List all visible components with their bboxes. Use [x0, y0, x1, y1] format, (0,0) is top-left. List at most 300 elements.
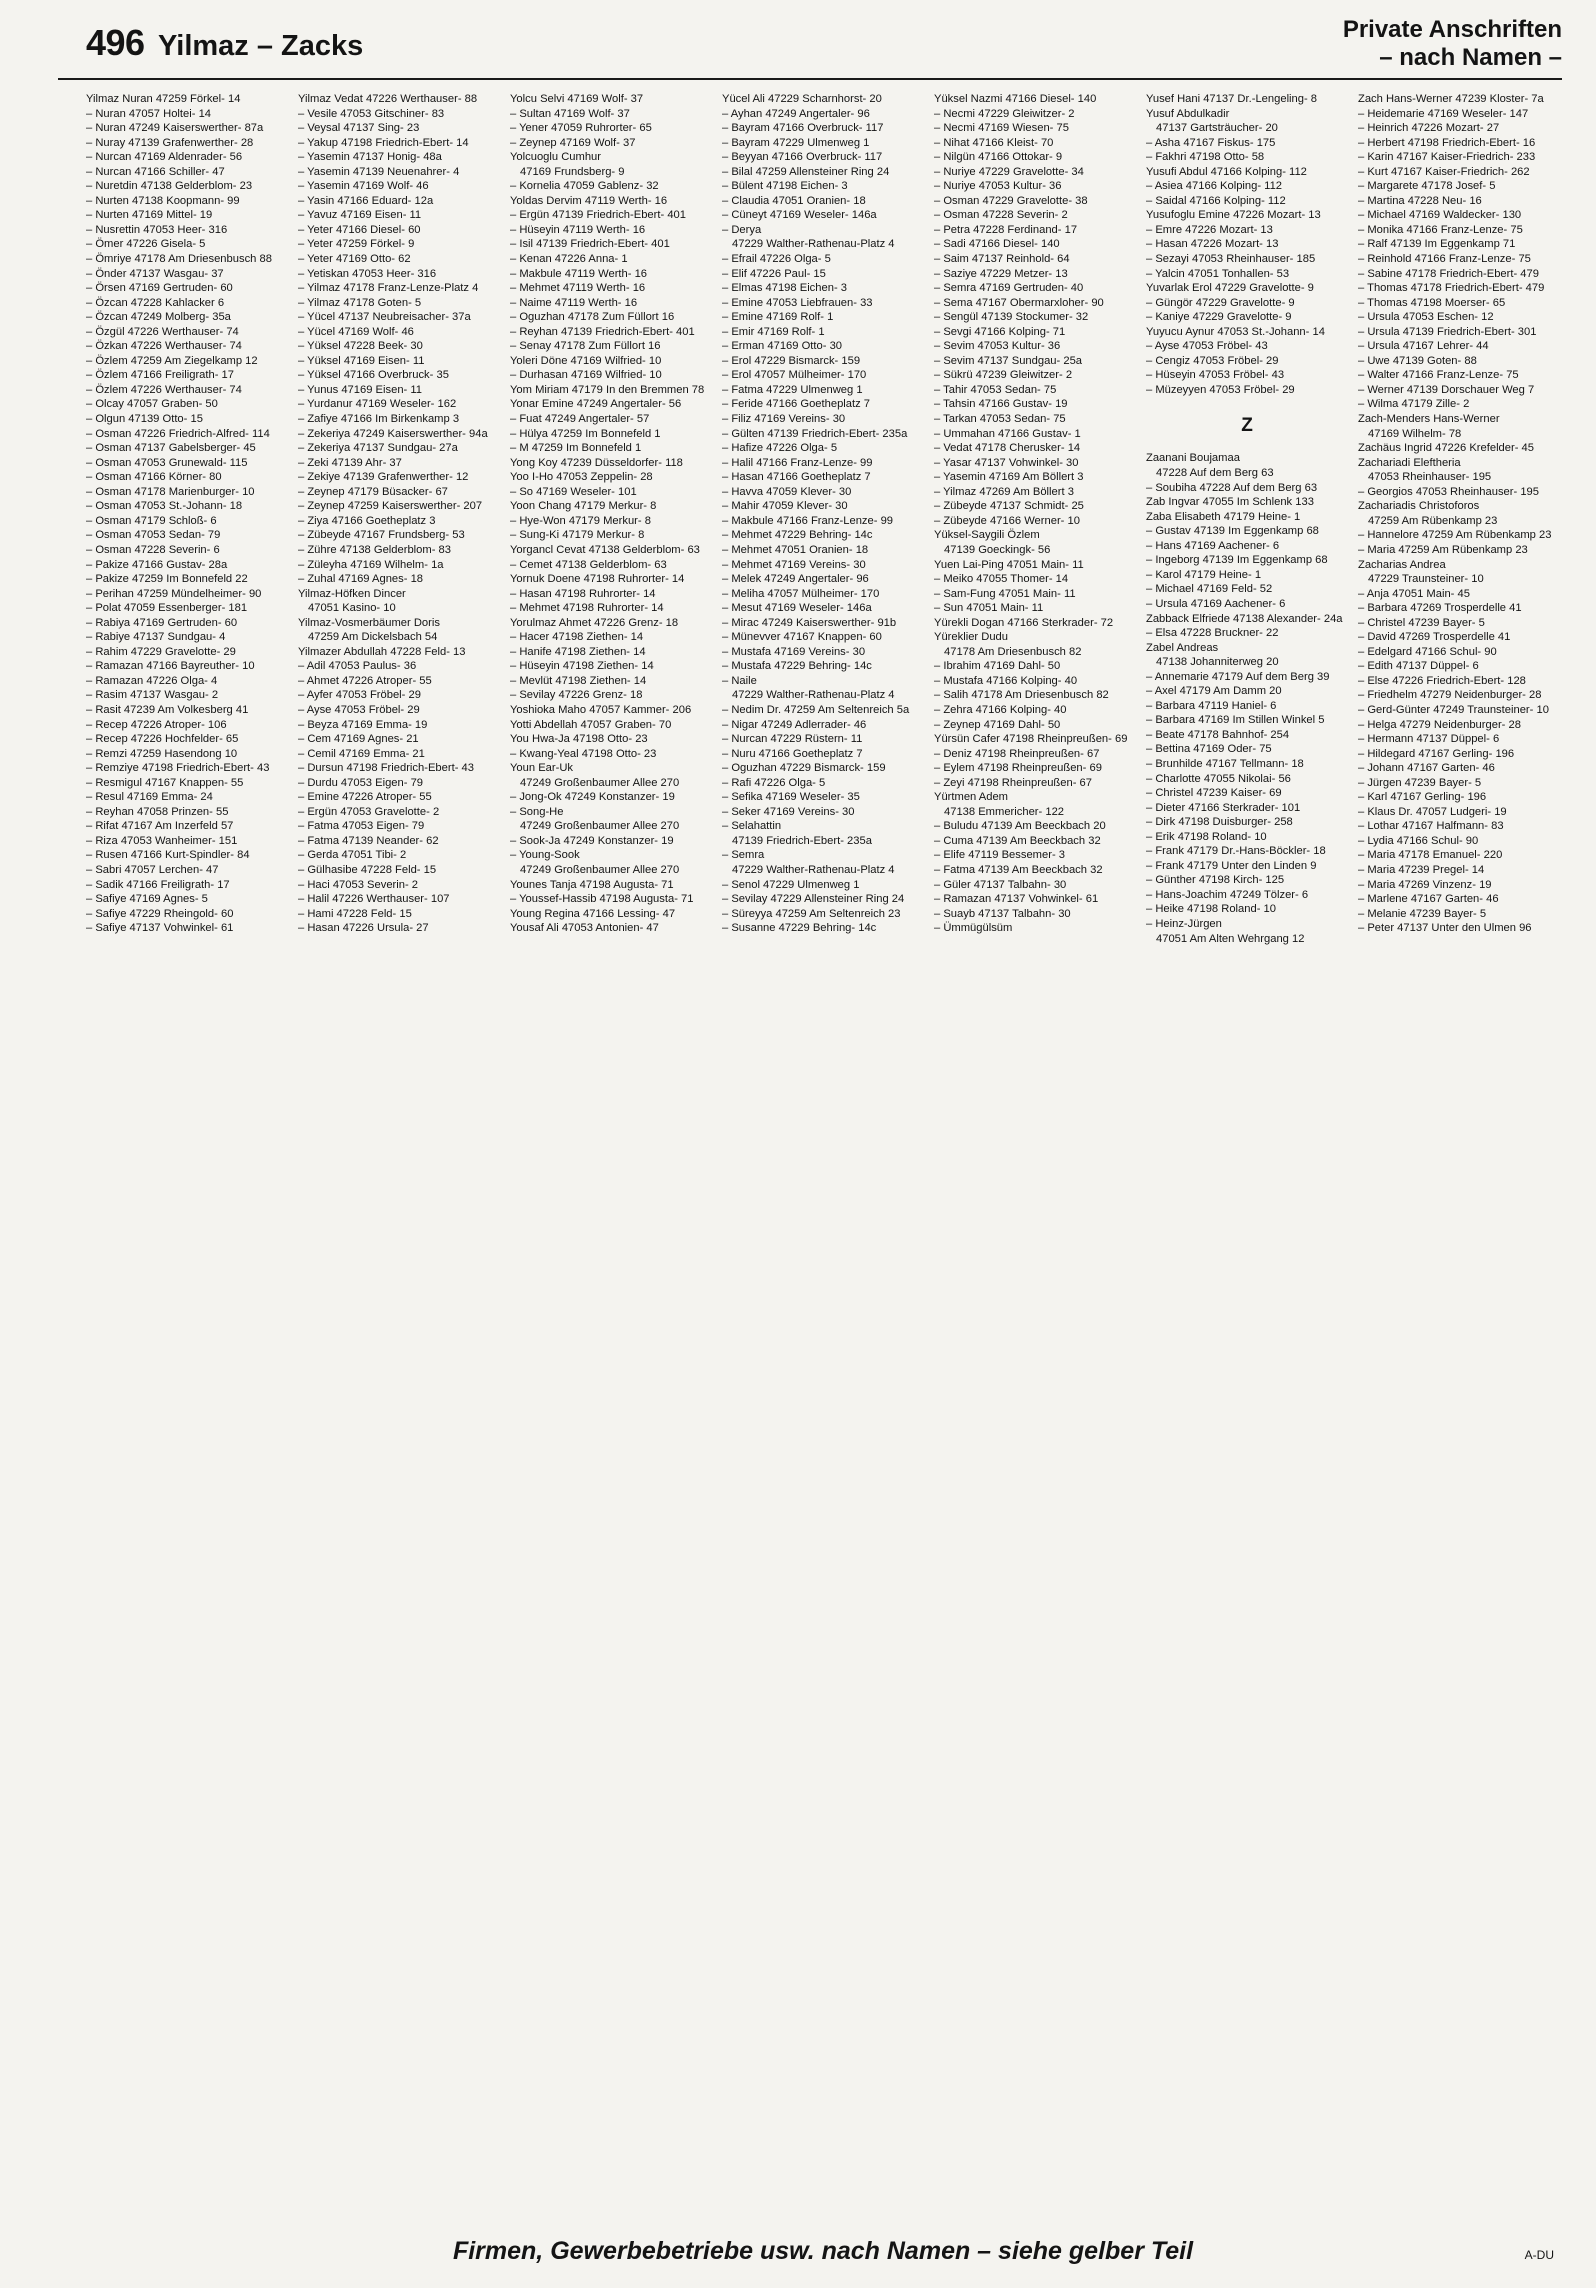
directory-entry: Yusef Hani 47137 Dr.-Lengeling- 8: [1146, 93, 1318, 105]
directory-entry: Yotti Abdellah 47057 Graben- 70: [510, 718, 672, 731]
directory-entry: – Osman 47229 Gravelotte- 38: [934, 194, 1088, 207]
directory-entry: – Reyhan 47058 Prinzen- 55: [86, 805, 229, 818]
directory-entry: Zaba Elisabeth 47179 Heine- 1: [1146, 510, 1301, 523]
directory-column-6: [1146, 92, 1348, 2208]
directory-entry: – Dirk 47198 Duisburger- 258: [1146, 816, 1293, 829]
directory-entry: – Havva 47059 Klever- 30: [722, 485, 852, 498]
directory-entry: – Safiye 47169 Agnes- 5: [86, 893, 208, 906]
directory-entry: – Walter 47166 Franz-Lenze- 75: [1358, 369, 1519, 382]
directory-entry: – Gülhasibe 47228 Feld- 15: [298, 863, 437, 876]
directory-entry: – Hermann 47137 Düppel- 6: [1358, 733, 1500, 746]
section-title: [1343, 16, 1562, 72]
directory-entry: – Yetiskan 47053 Heer- 316: [298, 267, 437, 280]
directory-entry: – Ayse 47053 Fröbel- 43: [1146, 340, 1268, 353]
directory-entry: Yong Koy 47239 Düsseldorfer- 118: [510, 456, 683, 469]
directory-entry: – Charlotte 47055 Nikolai- 56: [1146, 772, 1291, 785]
directory-entry: – David 47269 Trosperdelle 41: [1358, 631, 1511, 644]
directory-entry: – Senay 47178 Zum Füllort 16: [510, 340, 661, 353]
directory-entry: – Thomas 47178 Friedrich-Ebert- 479: [1358, 282, 1545, 295]
directory-entry: Yilmaz Vedat 47226 Werthauser- 88: [298, 93, 478, 105]
directory-entry: – Müzeyyen 47053 Fröbel- 29: [1146, 383, 1295, 396]
directory-entry: – Elife 47119 Bessemer- 3: [934, 849, 1066, 862]
directory-entry: 47138 Johanniterweg 20: [1156, 656, 1279, 669]
directory-entry: – Sadik 47166 Freiligrath- 17: [86, 878, 230, 891]
directory-entry: – Zübeyde 47137 Schmidt- 25: [934, 500, 1084, 513]
directory-entry: – Karl 47167 Gerling- 196: [1358, 791, 1487, 804]
directory-entry: – Isil 47139 Friedrich-Ebert- 401: [510, 238, 670, 251]
directory-entry: Yornuk Doene 47198 Ruhrorter- 14: [510, 573, 685, 586]
directory-entry: – Salih 47178 Am Driesenbusch 82: [934, 689, 1109, 702]
directory-entry: – Rabiye 47137 Sundgau- 4: [86, 631, 226, 644]
directory-entry: – Sultan 47169 Wolf- 37: [510, 107, 630, 120]
directory-entry: – Nuriye 47229 Gravelotte- 34: [934, 165, 1084, 178]
directory-entry: – Hacer 47198 Ziethen- 14: [510, 631, 644, 644]
directory-entry: – Mirac 47249 Kaiserswerther- 91b: [722, 616, 897, 629]
directory-entry: – Reinhold 47166 Franz-Lenze- 75: [1358, 253, 1531, 266]
directory-entry: – Yilmaz 47178 Goten- 5: [298, 296, 422, 309]
directory-entry: – Semra: [722, 849, 765, 862]
directory-entry: – Rafi 47226 Olga- 5: [722, 776, 826, 789]
directory-entry: – Erol 47229 Bismarck- 159: [722, 354, 861, 367]
directory-entry: – Nuran 47057 Holtei- 14: [86, 107, 212, 120]
directory-entry: – Tahsin 47166 Gustav- 19: [934, 398, 1068, 411]
directory-entry: – Adil 47053 Paulus- 36: [298, 660, 417, 673]
directory-entry: – Petra 47228 Ferdinand- 17: [934, 223, 1078, 236]
directory-entry: – Maria 47259 Am Rübenkamp 23: [1358, 543, 1528, 556]
directory-entry: 47259 Am Rübenkamp 23: [1368, 514, 1498, 527]
directory-entry: – Sabri 47057 Lerchen- 47: [86, 863, 219, 876]
directory-entry: – Osman 47228 Severin- 2: [934, 209, 1068, 222]
directory-entry: Yuyucu Aynur 47053 St.-Johann- 14: [1146, 325, 1325, 338]
directory-entry: – Friedhelm 47279 Neidenburger- 28: [1358, 689, 1542, 702]
directory-entry: – Zuhal 47169 Agnes- 18: [298, 573, 424, 586]
directory-entry: – Güngör 47229 Gravelotte- 9: [1146, 296, 1295, 309]
directory-entry: – Vedat 47178 Cherusker- 14: [934, 442, 1081, 455]
directory-entry: – Maria 47239 Pregel- 14: [1358, 863, 1485, 876]
directory-entry: – Annemarie 47179 Auf dem Berg 39: [1146, 670, 1330, 683]
directory-entry: – Johann 47167 Garten- 46: [1358, 762, 1495, 775]
directory-entry: – Sevim 47137 Sundgau- 25a: [934, 354, 1083, 367]
directory-entry: – Rabiya 47169 Gertruden- 60: [86, 616, 238, 629]
directory-entry: – Emir 47169 Rolf- 1: [722, 325, 825, 338]
directory-entry: – Heinrich 47226 Mozart- 27: [1358, 122, 1500, 135]
directory-entry: – Derya: [722, 223, 762, 236]
directory-entry: 47259 Am Dickelsbach 54: [308, 631, 438, 644]
directory-entry: – Safiye 47137 Vohwinkel- 61: [86, 922, 234, 935]
directory-entry: – Zeynep 47259 Kaiserswerther- 207: [298, 500, 483, 513]
directory-entry: – Ramazan 47166 Bayreuther- 10: [86, 660, 255, 673]
directory-entry: – Hasan 47198 Ruhrorter- 14: [510, 587, 656, 600]
directory-entry: Yusufoglu Emine 47226 Mozart- 13: [1146, 209, 1321, 222]
directory-entry: – Jong-Ok 47249 Konstanzer- 19: [510, 791, 675, 804]
directory-entry: Yonar Emine 47249 Angertaler- 56: [510, 398, 682, 411]
directory-entry: – Hüseyin 47198 Ziethen- 14: [510, 660, 654, 673]
directory-entry: – Polat 47059 Essenberger- 181: [86, 602, 248, 615]
directory-entry: 47051 Am Alten Wehrgang 12: [1156, 932, 1305, 945]
directory-entry: – Ümmügülsüm: [934, 922, 1013, 935]
directory-entry: – Ibrahim 47169 Dahl- 50: [934, 660, 1061, 673]
directory-entry: – Reyhan 47139 Friedrich-Ebert- 401: [510, 325, 695, 338]
directory-entry: – Mehmet 47229 Behring- 14c: [722, 529, 873, 542]
directory-entry: – Maria 47269 Vinzenz- 19: [1358, 878, 1492, 891]
directory-entry: – Osman 47228 Severin- 6: [86, 543, 220, 556]
page-number: 496: [86, 22, 145, 63]
directory-entry: – Resmigul 47167 Knappen- 55: [86, 776, 244, 789]
directory-entry: 47053 Rheinhauser- 195: [1368, 471, 1492, 484]
directory-entry: – Yavuz 47169 Eisen- 11: [298, 209, 422, 222]
directory-column-1: [86, 92, 288, 2208]
directory-entry: – Ursula 47167 Lehrer- 44: [1358, 340, 1489, 353]
directory-entry: – Zafiye 47166 Im Birkenkamp 3: [298, 413, 460, 426]
directory-entry: – Edelgard 47166 Schul- 90: [1358, 645, 1497, 658]
directory-entry: Yilmaz Nuran 47259 Förkel- 14: [86, 93, 241, 105]
directory-entry: – Emre 47226 Mozart- 13: [1146, 223, 1273, 236]
directory-entry: – Nurcan 47166 Schiller- 47: [86, 165, 225, 178]
directory-entry: Yürsün Cafer 47198 Rheinpreußen- 69: [934, 733, 1128, 746]
directory-entry: – Yasemin 47137 Honig- 48a: [298, 151, 442, 164]
directory-entry: – Yücel 47137 Neubreisacher- 37a: [298, 311, 471, 324]
directory-entry: – Zekeriya 47137 Sundgau- 27a: [298, 442, 458, 455]
directory-entry: – Yücel 47169 Wolf- 46: [298, 325, 414, 338]
directory-entry: – Osman 47226 Friedrich-Alfred- 114: [86, 427, 270, 440]
directory-column-2: [298, 92, 500, 2208]
directory-entry: – Hasan 47166 Goetheplatz 7: [722, 471, 871, 484]
directory-entry: – Filiz 47169 Vereins- 30: [722, 413, 846, 426]
directory-entry: – Yakup 47198 Friedrich-Ebert- 14: [298, 136, 469, 149]
directory-entry: – Rasim 47137 Wasgau- 2: [86, 689, 219, 702]
directory-entry: – Hanife 47198 Ziethen- 14: [510, 645, 646, 658]
directory-entry: Yilmazer Abdullah 47228 Feld- 13: [298, 645, 466, 658]
directory-entry: – Barbara 47119 Haniel- 6: [1146, 699, 1277, 712]
directory-entry: Yuvarlak Erol 47229 Gravelotte- 9: [1146, 282, 1314, 295]
directory-entry: – Mustafa 47229 Behring- 14c: [722, 660, 872, 673]
directory-entry: – Gülten 47139 Friedrich-Ebert- 235a: [722, 427, 908, 440]
directory-entry: – Remziye 47198 Friedrich-Ebert- 43: [86, 762, 270, 775]
directory-entry: Zacharias Andrea: [1358, 558, 1446, 571]
directory-entry: – Yurdanur 47169 Weseler- 162: [298, 398, 457, 411]
directory-entry: 47228 Auf dem Berg 63: [1156, 467, 1274, 480]
directory-entry: – Frank 47179 Unter den Linden 9: [1146, 859, 1317, 872]
directory-entry: Yoleri Döne 47169 Wilfried- 10: [510, 354, 662, 367]
directory-entry: – Kurt 47167 Kaiser-Friedrich- 262: [1358, 165, 1530, 178]
directory-entry: – Zübeyde 47167 Frundsberg- 53: [298, 529, 465, 542]
directory-entry: – Zehra 47166 Kolping- 40: [934, 703, 1067, 716]
directory-entry: – Zekiye 47139 Grafenwerther- 12: [298, 471, 469, 484]
directory-entry: – Yilmaz 47269 Am Böllert 3: [934, 485, 1074, 498]
directory-columns: [86, 92, 1560, 2208]
directory-entry: 47138 Emmericher- 122: [944, 805, 1065, 818]
directory-entry: – Deniz 47198 Rheinpreußen- 67: [934, 747, 1100, 760]
directory-entry: – Efrail 47226 Olga- 5: [722, 253, 831, 266]
section-title-line-1: Private Anschriften: [1342, 16, 1562, 43]
directory-entry: – Suayb 47137 Talbahn- 30: [934, 907, 1071, 920]
directory-entry: – Sun 47051 Main- 11: [934, 602, 1044, 615]
directory-entry: – Zeynep 47179 Büsacker- 67: [298, 485, 448, 498]
directory-entry: – Klaus Dr. 47057 Ludgeri- 19: [1358, 805, 1507, 818]
directory-entry: – Herbert 47198 Friedrich-Ebert- 16: [1358, 136, 1536, 149]
directory-entry: – Saim 47137 Reinhold- 64: [934, 253, 1070, 266]
directory-entry: – Kaniye 47229 Gravelotte- 9: [1146, 311, 1292, 324]
directory-entry: – Perihan 47259 Mündelheimer- 90: [86, 587, 262, 600]
directory-entry: – Beate 47178 Bahnhof- 254: [1146, 728, 1290, 741]
directory-entry: – Necmi 47229 Gleiwitzer- 2: [934, 107, 1075, 120]
directory-entry: – Susanne 47229 Behring- 14c: [722, 922, 877, 935]
directory-entry: – Saziye 47229 Metzer- 13: [934, 267, 1068, 280]
directory-entry: – Ralf 47139 Im Eggenkamp 71: [1358, 238, 1516, 251]
directory-entry: Yüreklier Dudu: [934, 631, 1008, 644]
directory-entry: – Münevver 47167 Knappen- 60: [722, 631, 882, 644]
directory-entry: – Elsa 47228 Bruckner- 22: [1146, 627, 1279, 640]
directory-entry: Yilmaz-Höfken Dincer: [298, 587, 406, 600]
directory-entry: – Axel 47179 Am Damm 20: [1146, 685, 1282, 698]
directory-entry: 47137 Gartsträucher- 20: [1156, 122, 1278, 135]
directory-entry: – Hasan 47226 Mozart- 13: [1146, 238, 1279, 251]
directory-entry: Zach Hans-Werner 47239 Kloster- 7a: [1358, 93, 1544, 105]
directory-entry: – Lydia 47166 Schul- 90: [1358, 834, 1479, 847]
directory-entry: – Georgios 47053 Rheinhauser- 195: [1358, 485, 1539, 498]
directory-entry: – Hye-Won 47179 Merkur- 8: [510, 514, 651, 527]
directory-entry: Yolcu Selvi 47169 Wolf- 37: [510, 93, 644, 105]
directory-entry: – Fuat 47249 Angertaler- 57: [510, 413, 650, 426]
directory-entry: – Sevilay 47229 Allensteiner Ring 24: [722, 893, 905, 906]
directory-column-3: [510, 92, 712, 2208]
directory-entry: – Nilgün 47166 Ottokar- 9: [934, 151, 1063, 164]
directory-entry: – Feride 47166 Goetheplatz 7: [722, 398, 871, 411]
directory-entry: – Christel 47239 Bayer- 5: [1358, 616, 1485, 629]
directory-entry: Yoon Chang 47179 Merkur- 8: [510, 500, 657, 513]
directory-entry: – Michael 47169 Feld- 52: [1146, 583, 1273, 596]
directory-entry: – Ömer 47226 Gisela- 5: [86, 238, 206, 251]
directory-entry: – Heike 47198 Roland- 10: [1146, 903, 1276, 916]
directory-entry: Yorgancl Cevat 47138 Gelderblom- 63: [510, 543, 700, 556]
directory-entry: – Nuriye 47053 Kultur- 36: [934, 180, 1062, 193]
directory-entry: Zach-Menders Hans-Werner: [1358, 413, 1500, 426]
directory-entry: – Brunhilde 47167 Tellmann- 18: [1146, 757, 1304, 770]
directory-entry: – Önder 47137 Wasgau- 37: [86, 267, 224, 280]
directory-entry: 47249 Großenbaumer Allee 270: [520, 776, 680, 789]
directory-entry: – Remzi 47259 Hasendong 10: [86, 747, 238, 760]
directory-entry: – Vesile 47053 Gitschiner- 83: [298, 107, 445, 120]
directory-entry: – Gustav 47139 Im Eggenkamp 68: [1146, 525, 1319, 538]
directory-entry: – Barbara 47269 Trosperdelle 41: [1358, 602, 1522, 615]
directory-entry: – Selahattin: [722, 820, 782, 833]
directory-entry: – Nurcan 47169 Aldenrader- 56: [86, 151, 243, 164]
directory-entry: – Martina 47228 Neu- 16: [1358, 194, 1482, 207]
directory-entry: Yoo I-Ho 47053 Zeppelin- 28: [510, 471, 653, 484]
directory-entry: – Ziya 47166 Goetheplatz 3: [298, 514, 436, 527]
directory-entry: – Youssef-Hassib 47198 Augusta- 71: [510, 893, 694, 906]
directory-entry: – Nuretdin 47138 Gelderblom- 23: [86, 180, 253, 193]
directory-entry: – Necmi 47169 Wiesen- 75: [934, 122, 1069, 135]
directory-entry: – Recep 47226 Atroper- 106: [86, 718, 227, 731]
directory-entry: – Uwe 47139 Goten- 88: [1358, 354, 1477, 367]
directory-entry: – M 47259 Im Bonnefeld 1: [510, 442, 642, 455]
directory-entry: – Margarete 47178 Josef- 5: [1358, 180, 1496, 193]
directory-entry: – Naile: [722, 674, 757, 687]
directory-entry: You Hwa-Ja 47198 Otto- 23: [510, 733, 648, 746]
directory-entry: – Mahir 47059 Klever- 30: [722, 500, 848, 513]
directory-entry: – Hami 47228 Feld- 15: [298, 907, 412, 920]
directory-entry: – Monika 47166 Franz-Lenze- 75: [1358, 223, 1523, 236]
directory-entry: – Hans-Joachim 47249 Tölzer- 6: [1146, 888, 1309, 901]
directory-entry: – Nigar 47249 Adlerrader- 46: [722, 718, 867, 731]
directory-entry: Zachariadis Christoforos: [1358, 500, 1480, 513]
directory-entry: – Osman 47053 Grunewald- 115: [86, 456, 248, 469]
directory-entry: – Elmas 47198 Eichen- 3: [722, 282, 848, 295]
directory-entry: – Sema 47167 Obermarxloher- 90: [934, 296, 1104, 309]
directory-entry: – Yüksel 47169 Eisen- 11: [298, 354, 425, 367]
directory-entry: – Helga 47279 Neidenburger- 28: [1358, 718, 1521, 731]
directory-entry: – Dieter 47166 Sterkrader- 101: [1146, 801, 1301, 814]
directory-entry: – Meliha 47057 Mülheimer- 170: [722, 587, 880, 600]
directory-entry: – Makbule 47166 Franz-Lenze- 99: [722, 514, 894, 527]
directory-entry: Yusufi Abdul 47166 Kolping- 112: [1146, 165, 1307, 178]
directory-entry: – Yener 47059 Ruhrorter- 65: [510, 122, 652, 135]
directory-entry: – Fatma 47053 Eigen- 79: [298, 820, 425, 833]
directory-entry: – Werner 47139 Dorschauer Weg 7: [1358, 383, 1535, 396]
directory-entry: – Özgül 47226 Werthauser- 74: [86, 325, 239, 338]
directory-entry: – Sam-Fung 47051 Main- 11: [934, 587, 1076, 600]
directory-entry: Zaanani Boujamaa: [1146, 452, 1240, 465]
directory-entry: – Else 47226 Friedrich-Ebert- 128: [1358, 674, 1526, 687]
directory-entry: – Züleyha 47169 Wilhelm- 1a: [298, 558, 444, 571]
directory-entry: – Ayfer 47053 Fröbel- 29: [298, 689, 421, 702]
directory-entry: – So 47169 Weseler- 101: [510, 485, 637, 498]
directory-entry: – Süreyya 47259 Am Seltenreich 23: [722, 907, 901, 920]
directory-entry: – Günther 47198 Kirch- 125: [1146, 874, 1285, 887]
directory-entry: – Yasemin 47139 Neuenahrer- 4: [298, 165, 460, 178]
directory-entry: – Gerda 47051 Tibi- 2: [298, 849, 407, 862]
directory-entry: – Karin 47167 Kaiser-Friedrich- 233: [1358, 151, 1536, 164]
directory-entry: – Sook-Ja 47249 Konstanzer- 19: [510, 834, 674, 847]
directory-entry: – Fatma 47229 Ulmenweg 1: [722, 383, 863, 396]
directory-entry: Yüksel-Saygili Özlem: [934, 529, 1040, 542]
directory-entry: – Osman 47053 St.-Johann- 18: [86, 500, 243, 513]
directory-entry: – Özlem 47259 Am Ziegelkamp 12: [86, 354, 258, 367]
directory-entry: – Marlene 47167 Garten- 46: [1358, 893, 1499, 906]
directory-entry: – Fatma 47139 Am Beeckbach 32: [934, 863, 1103, 876]
directory-entry: – Elif 47226 Paul- 15: [722, 267, 826, 280]
directory-entry: – Fakhri 47198 Otto- 58: [1146, 151, 1265, 164]
directory-entry: – Özkan 47226 Werthauser- 74: [86, 340, 242, 353]
directory-entry: – Zeynep 47169 Dahl- 50: [934, 718, 1061, 731]
directory-entry: Young Regina 47166 Lessing- 47: [510, 907, 676, 920]
directory-entry: – Senol 47229 Ulmenweg 1: [722, 878, 860, 891]
directory-entry: – Sefika 47169 Weseler- 35: [722, 791, 860, 804]
directory-entry: Younes Tanja 47198 Augusta- 71: [510, 878, 674, 891]
directory-entry: 47051 Kasino- 10: [308, 602, 396, 615]
directory-entry: – Mehmet 47169 Vereins- 30: [722, 558, 866, 571]
directory-entry: 47139 Friedrich-Ebert- 235a: [732, 834, 872, 847]
directory-entry: – Yasar 47137 Vohwinkel- 30: [934, 456, 1079, 469]
directory-entry: – Yeter 47166 Diesel- 60: [298, 223, 421, 236]
directory-entry: – Nuru 47166 Goetheplatz 7: [722, 747, 863, 760]
section-letter-heading: Z: [1241, 415, 1253, 437]
directory-entry: – Ingeborg 47139 Im Eggenkamp 68: [1146, 554, 1328, 567]
directory-entry: – Ömriye 47178 Am Driesenbusch 88: [86, 253, 272, 266]
directory-entry: – Erol 47057 Mülheimer- 170: [722, 369, 867, 382]
directory-entry: – Osman 47179 Schloß- 6: [86, 514, 217, 527]
directory-entry: – Osman 47053 Sedan- 79: [86, 529, 221, 542]
directory-entry: 47229 Traunsteiner- 10: [1368, 573, 1484, 586]
directory-entry: – Oguzhan 47178 Zum Füllort 16: [510, 311, 675, 324]
directory-entry: – Yeter 47169 Otto- 62: [298, 253, 411, 266]
directory-entry: – Frank 47179 Dr.-Hans-Böckler- 18: [1146, 845, 1326, 858]
directory-entry: 47229 Walther-Rathenau-Platz 4: [732, 238, 895, 251]
directory-entry: Yilmaz-Vosmerbäumer Doris: [298, 616, 440, 629]
directory-entry: – Bilal 47259 Allensteiner Ring 24: [722, 165, 890, 178]
directory-entry: – Saidal 47166 Kolping- 112: [1146, 194, 1286, 207]
directory-column-7: [1358, 92, 1560, 2208]
directory-entry: – Özcan 47228 Kahlacker 6: [86, 296, 225, 309]
directory-entry: – Tahir 47053 Sedan- 75: [934, 383, 1057, 396]
directory-entry: – Haci 47053 Severin- 2: [298, 878, 419, 891]
directory-entry: Yuen Lai-Ping 47051 Main- 11: [934, 558, 1084, 571]
directory-entry: – Gerd-Günter 47249 Traunsteiner- 10: [1358, 703, 1549, 716]
directory-entry: – Mehmet 47119 Werth- 16: [510, 282, 646, 295]
directory-entry: – Cemet 47138 Gelderblom- 63: [510, 558, 667, 571]
directory-entry: – Zübeyde 47166 Werner- 10: [934, 514, 1080, 527]
directory-entry: Yoshioka Maho 47057 Kammer- 206: [510, 703, 692, 716]
directory-entry: – Rusen 47166 Kurt-Spindler- 84: [86, 849, 250, 862]
directory-entry: – Beyyan 47166 Overbruck- 117: [722, 151, 883, 164]
directory-entry: – Hüseyin 47053 Fröbel- 43: [1146, 369, 1285, 382]
directory-entry: Zachariadi Eleftheria: [1358, 456, 1461, 469]
directory-entry: – Sevilay 47226 Grenz- 18: [510, 689, 643, 702]
directory-entry: 47249 Großenbaumer Allee 270: [520, 820, 680, 833]
directory-entry: – Yasemin 47169 Am Böllert 3: [934, 471, 1084, 484]
directory-entry: Zabel Andreas: [1146, 641, 1219, 654]
directory-entry: – Sadi 47166 Diesel- 140: [934, 238, 1060, 251]
directory-entry: – Ursula 47053 Eschen- 12: [1358, 311, 1494, 324]
directory-entry: – Ayse 47053 Fröbel- 29: [298, 703, 420, 716]
footer-note: Firmen, Gewerbebetriebe usw. nach Namen – siehe gelber Teil: [452, 2237, 1194, 2265]
directory-entry: – Mehmet 47051 Oranien- 18: [722, 543, 869, 556]
directory-entry: – Asha 47167 Fiskus- 175: [1146, 136, 1276, 149]
directory-entry: Yorulmaz Ahmet 47226 Grenz- 18: [510, 616, 679, 629]
directory-entry: – Özlem 47166 Freiligrath- 17: [86, 369, 234, 382]
directory-entry: – Nuray 47139 Grafenwerther- 28: [86, 136, 254, 149]
directory-entry: – Olcay 47057 Graben- 50: [86, 398, 218, 411]
directory-entry: – Rahim 47229 Gravelotte- 29: [86, 645, 236, 658]
directory-entry: – Hasan 47226 Ursula- 27: [298, 922, 429, 935]
directory-entry: – Durhasan 47169 Wilfried- 10: [510, 369, 662, 382]
directory-entry: – Maria 47178 Emanuel- 220: [1358, 849, 1503, 862]
directory-entry: – Nurten 47138 Koopmann- 99: [86, 194, 240, 207]
directory-entry: – Cengiz 47053 Fröbel- 29: [1146, 354, 1279, 367]
directory-entry: – Halil 47226 Werthauser- 107: [298, 893, 450, 906]
directory-entry: – Emine 47226 Atroper- 55: [298, 791, 432, 804]
directory-entry: 47229 Walther-Rathenau-Platz 4: [732, 863, 895, 876]
directory-entry: – Cem 47169 Agnes- 21: [298, 733, 419, 746]
directory-entry: – Emine 47169 Rolf- 1: [722, 311, 834, 324]
directory-entry: – Cemil 47169 Emma- 21: [298, 747, 425, 760]
directory-entry: – Wilma 47179 Zille- 2: [1358, 398, 1470, 411]
directory-entry: – Nurten 47169 Mittel- 19: [86, 209, 213, 222]
directory-entry: – Örsen 47169 Gertruden- 60: [86, 282, 233, 295]
directory-entry: – Erik 47198 Roland- 10: [1146, 830, 1267, 843]
directory-entry: – Yunus 47169 Eisen- 11: [298, 383, 422, 396]
directory-entry: – Ummahan 47166 Gustav- 1: [934, 427, 1081, 440]
directory-entry: – Bayram 47166 Overbruck- 117: [722, 122, 884, 135]
directory-entry: – Nihat 47166 Kleist- 70: [934, 136, 1054, 149]
directory-entry: – Özlem 47226 Werthauser- 74: [86, 383, 242, 396]
directory-entry: – Melek 47249 Angertaler- 96: [722, 573, 869, 586]
directory-entry: Yürekli Dogan 47166 Sterkrader- 72: [934, 616, 1114, 629]
footer-code: A-DU: [1524, 2248, 1554, 2262]
directory-entry: – Emine 47053 Liebfrauen- 33: [722, 296, 873, 309]
directory-entry: – Zeyi 47198 Rheinpreußen- 67: [934, 776, 1092, 789]
